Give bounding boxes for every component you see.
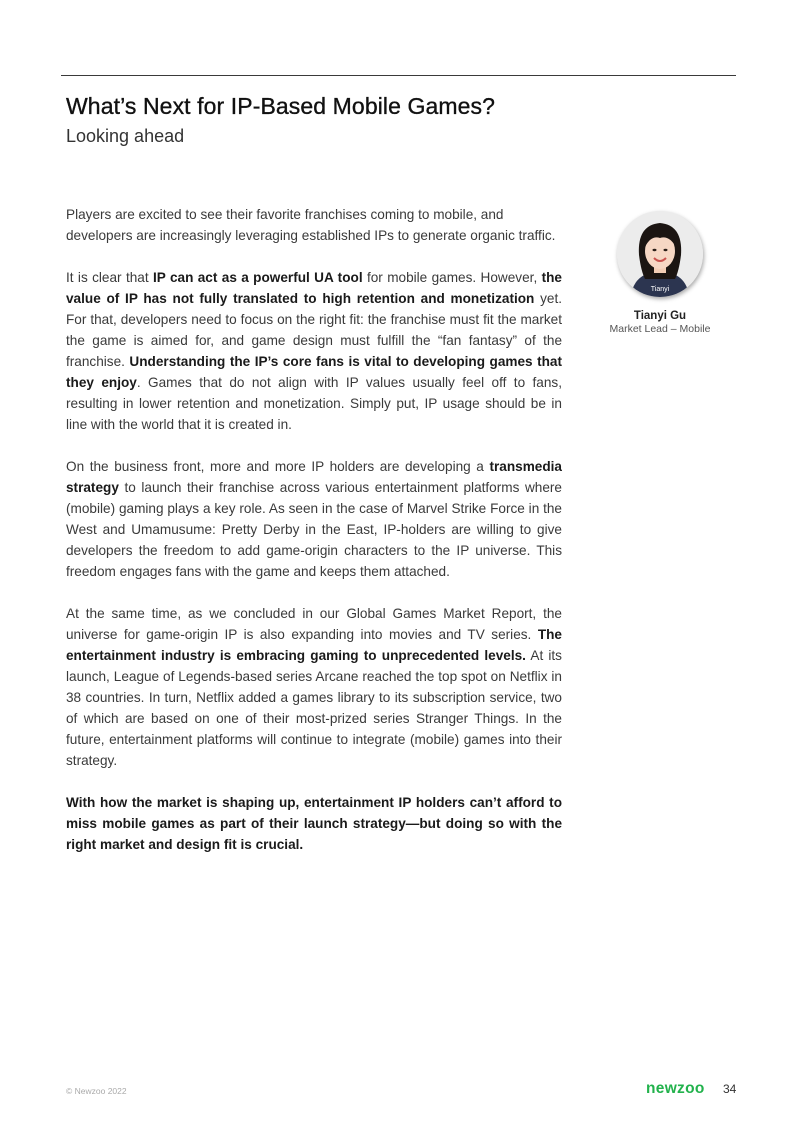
author-role: Market Lead – Mobile	[609, 323, 711, 335]
highlight-ua-tool: IP can act as a powerful UA tool	[152, 270, 363, 285]
highlight-retention: the value of IP has not fully translated to high retention and monetization	[66, 270, 562, 306]
avatar	[617, 211, 703, 297]
paragraph-conclusion: With how the market is shaping up, entertainment IP holders can’t afford to miss mobile games as part of their launch strategy—but doing so with the right market and design fit is crucial.	[66, 795, 562, 852]
text-span: At the same time, as we concluded in our Global Games Market Report, the universe for game-origin IP is also expanding into movies and TV series.	[66, 606, 562, 642]
text-span: At its launch, League of Legends-based series Arcane reached the top spot on Netflix in 38 countries. In turn, Netflix added a games library to its subscription service, two of which are based on one of their most-prized series Stranger Things. In the future, entertainment platforms will continue to integrate (mobile) games into their strategy.	[66, 648, 562, 768]
paragraph-entertainment	[66, 603, 562, 771]
text-span: On the business front, more and more IP holders are developing a	[66, 459, 490, 474]
article-body	[66, 204, 562, 876]
shirt-text: Tianyi	[650, 286, 670, 293]
page-number: 34	[723, 1082, 737, 1096]
author-name: Tianyi Gu	[633, 310, 687, 322]
highlight-entertainment: The entertainment industry is embracing gaming to unprecedented levels.	[66, 627, 562, 663]
page-title: What’s Next for IP-Based Mobile Games?	[66, 93, 496, 119]
highlight-transmedia: transmedia strategy	[66, 459, 562, 495]
paragraph-transmedia	[66, 456, 562, 582]
highlight-core-fans: Understanding the IP’s core fans is vital to developing games that they enjoy	[66, 354, 562, 390]
author-card	[600, 211, 720, 335]
author-portrait	[617, 211, 703, 297]
text-span: to launch their franchise across various entertainment platforms where (mobile) gaming plays a key role. As seen in the case of Marvel Strike Force in the West and Umamusume: Pretty Derby in the East, IP-holders are willing to give developers the freedom to add game-origin characters to the IP universe. This freedom engages fans with the game and keeps them attached.	[66, 480, 562, 579]
text-span: It is clear that	[66, 270, 153, 285]
text-span: for mobile games. However,	[362, 270, 542, 285]
newzoo-logo: newzoo	[646, 1080, 705, 1097]
copyright: © Newzoo 2022	[66, 1086, 127, 1096]
page-subtitle: Looking ahead	[66, 126, 185, 146]
text-span: . Games that do not align with IP values usually feel off to fans, resulting in lower retention and monetization. Simply put, IP usage should be in line with the world that it is created in.	[66, 375, 563, 432]
paragraph-intro: Players are excited to see their favorite franchises coming to mobile, and developers are increasingly leveraging established IPs to generate organic traffic.	[66, 207, 556, 243]
text-span: yet. For that, developers need to focus on the right fit: the franchise must fit the market the game is aimed for, and game design must fulfill the “fan fantasy” of the franchise.	[66, 291, 562, 369]
paragraph-ip-fit	[66, 267, 562, 435]
top-divider	[61, 75, 736, 76]
